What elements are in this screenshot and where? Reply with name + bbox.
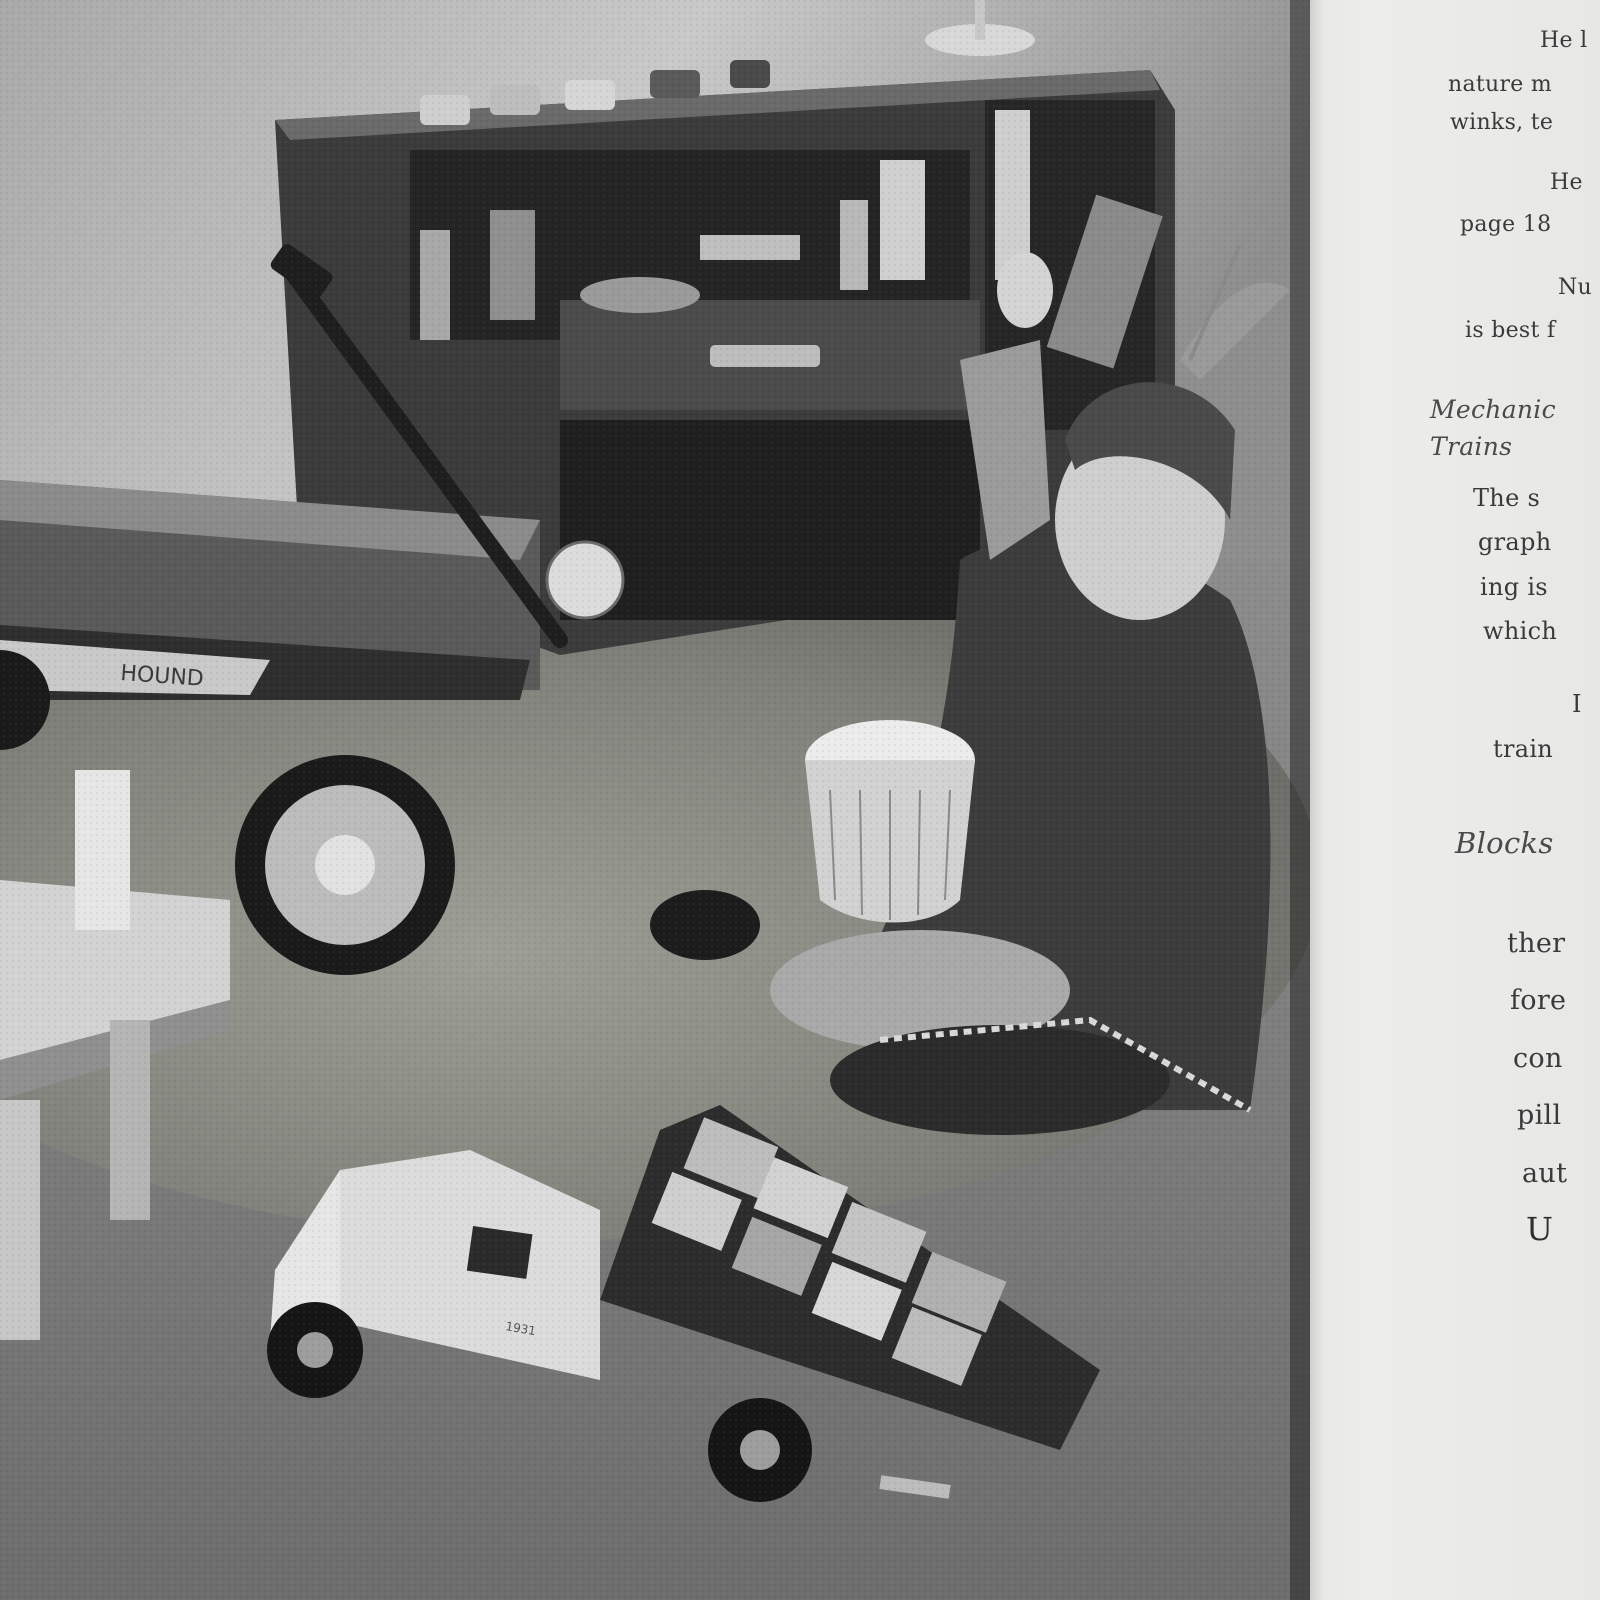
text-line: I (1572, 690, 1582, 718)
heading-blocks: Blocks (1455, 826, 1554, 860)
text-line: winks, te (1450, 110, 1554, 135)
text-line: pill (1517, 1100, 1562, 1131)
text-line: He l (1540, 28, 1588, 53)
heading-mechanical: Mechanic (1430, 395, 1556, 424)
text-line: con (1513, 1043, 1563, 1074)
text-line: The s (1473, 484, 1541, 512)
text-line: U (1526, 1210, 1554, 1248)
heading-trains: Trains (1430, 432, 1513, 461)
text-page (1310, 0, 1600, 1600)
text-line: He (1550, 170, 1583, 195)
text-line: page 18 (1460, 212, 1552, 237)
text-line: which (1483, 617, 1558, 645)
text-line: ther (1507, 928, 1566, 959)
text-line: train (1493, 735, 1554, 763)
text-line: ing is (1480, 573, 1548, 601)
text-line: graph (1478, 528, 1552, 556)
text-line: nature m (1448, 72, 1553, 97)
text-line: aut (1522, 1158, 1568, 1189)
text-line: is best f (1465, 318, 1556, 343)
text-line: Nu (1558, 275, 1593, 300)
text-line: fore (1510, 985, 1567, 1016)
